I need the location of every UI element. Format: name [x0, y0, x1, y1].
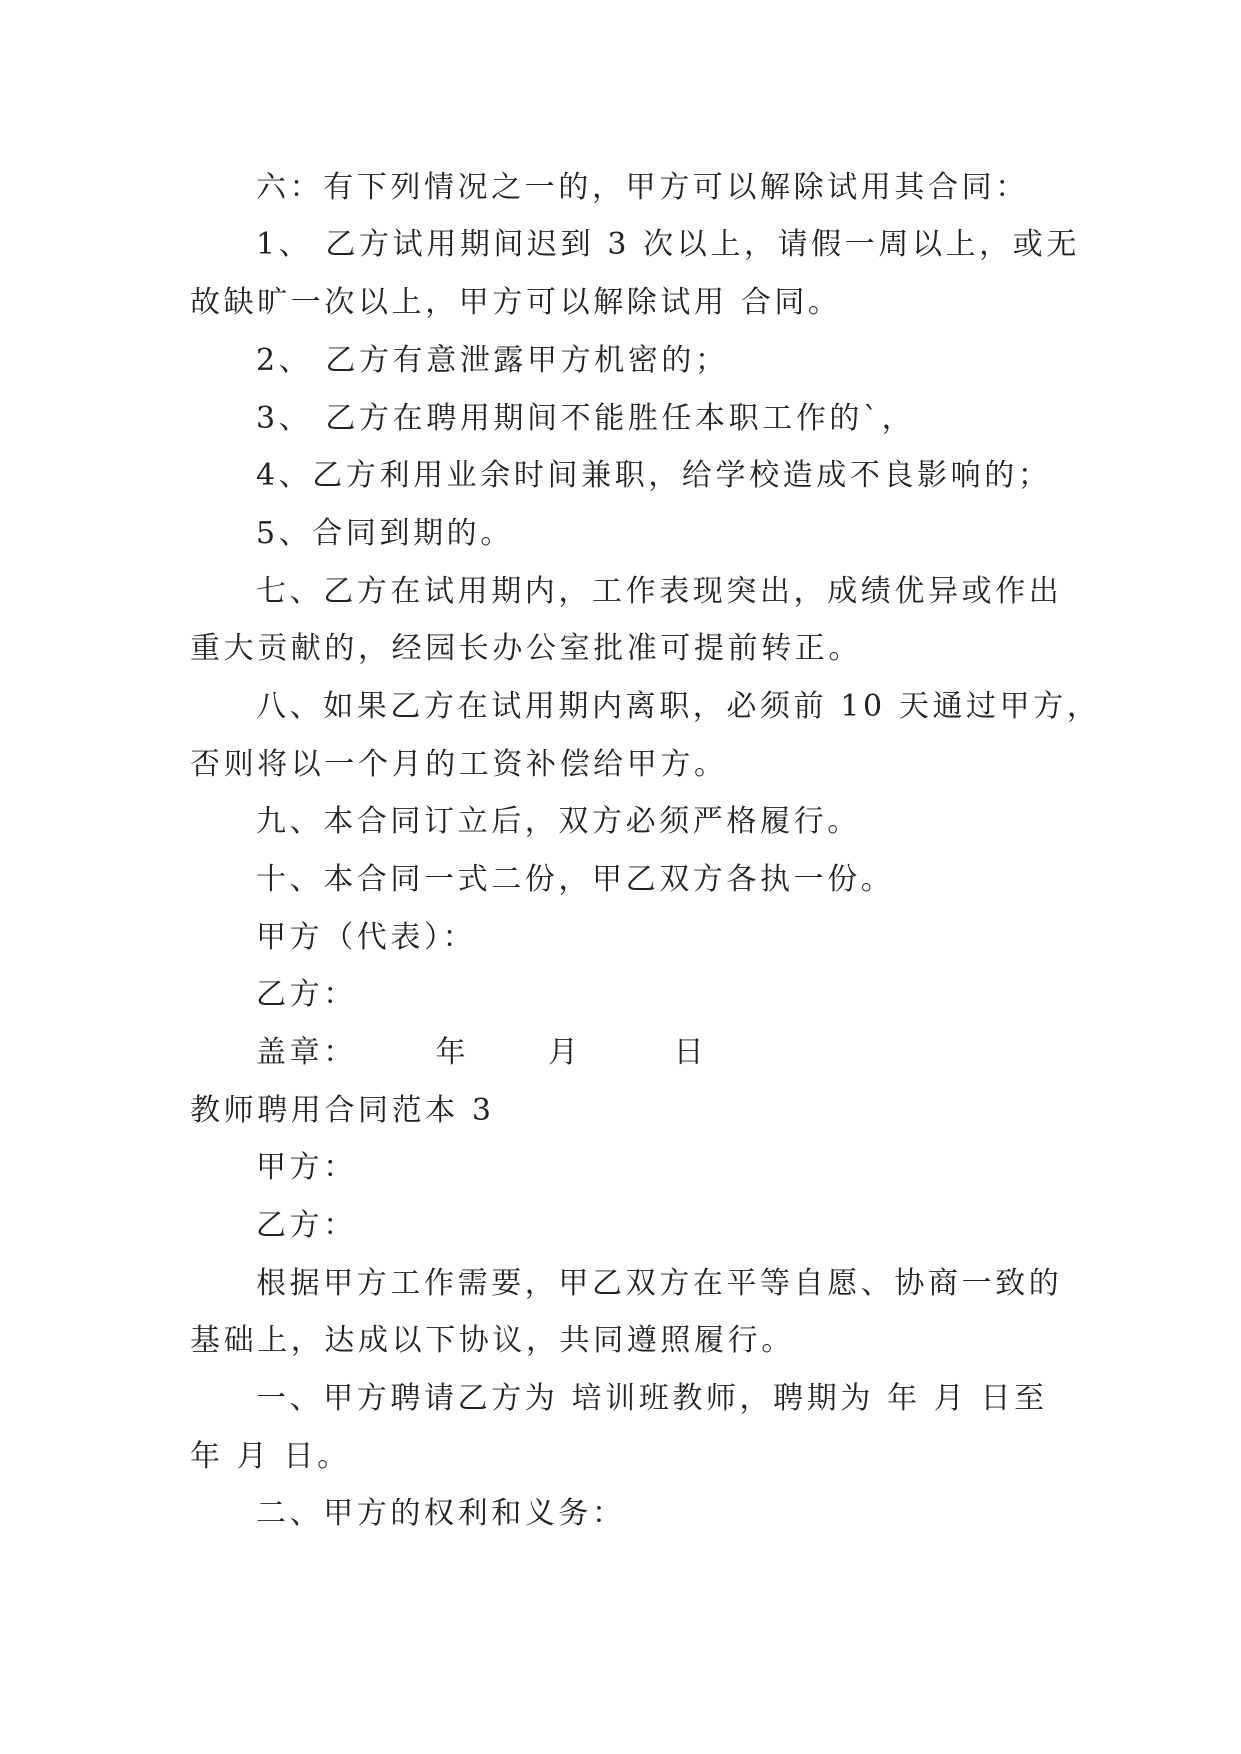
paragraph-line: 一、甲方聘请乙方为 培训班教师，聘期为 年 月 日至: [256, 1381, 1048, 1416]
paragraph-line: 二、甲方的权利和义务：: [256, 1496, 626, 1531]
paragraph-line: 2、 乙方有意泄露甲方机密的；: [256, 343, 729, 378]
paragraph-line: 六：有下列情况之一的，甲方可以解除试用其合同：: [256, 170, 1029, 205]
signature-party-b-label: 乙方：: [256, 977, 357, 1012]
paragraph-line: 否则将以一个月的工资补偿给甲方。: [190, 747, 728, 782]
paragraph-line: 1、 乙方试用期间迟到 3 次以上，请假一周以上，或无: [256, 227, 1080, 262]
paragraph-line: 根据甲方工作需要，甲乙双方在平等自愿、协商一致的: [256, 1266, 1063, 1301]
paragraph-line: 4、乙方利用业余时间兼职，给学校造成不良影响的；: [256, 458, 1052, 493]
paragraph-line: 十、本合同一式二份，甲乙双方各执一份。: [256, 862, 895, 897]
party-a-label: 甲方：: [256, 1150, 357, 1185]
paragraph-line: 八、如果乙方在试用期内离职，必须前 10 天通过甲方，: [256, 689, 1101, 724]
paragraph-line: 5、合同到期的。: [256, 516, 514, 551]
paragraph-line: 九、本合同订立后，双方必须严格履行。: [256, 804, 861, 839]
signature-party-a-label: 甲方（代表）：: [256, 920, 477, 955]
section-heading: 教师聘用合同范本 3: [190, 1093, 495, 1128]
paragraph-line: 故缺旷一次以上，甲方可以解除试用 合同。: [190, 285, 842, 320]
paragraph-line: 重大贡献的，经园长办公室批准可提前转正。: [190, 631, 862, 666]
seal-date-line: 盖章： 年 月 日: [256, 1035, 708, 1070]
paragraph-line: 3、 乙方在聘用期间不能胜任本职工作的`，: [256, 401, 916, 436]
paragraph-line: 年 月 日。: [190, 1439, 351, 1474]
paragraph-line: 基础上，达成以下协议，共同遵照履行。: [190, 1323, 795, 1358]
paragraph-line: 七、乙方在试用期内，工作表现突出，成绩优异或作出: [256, 574, 1063, 609]
party-b-label: 乙方：: [256, 1208, 357, 1243]
